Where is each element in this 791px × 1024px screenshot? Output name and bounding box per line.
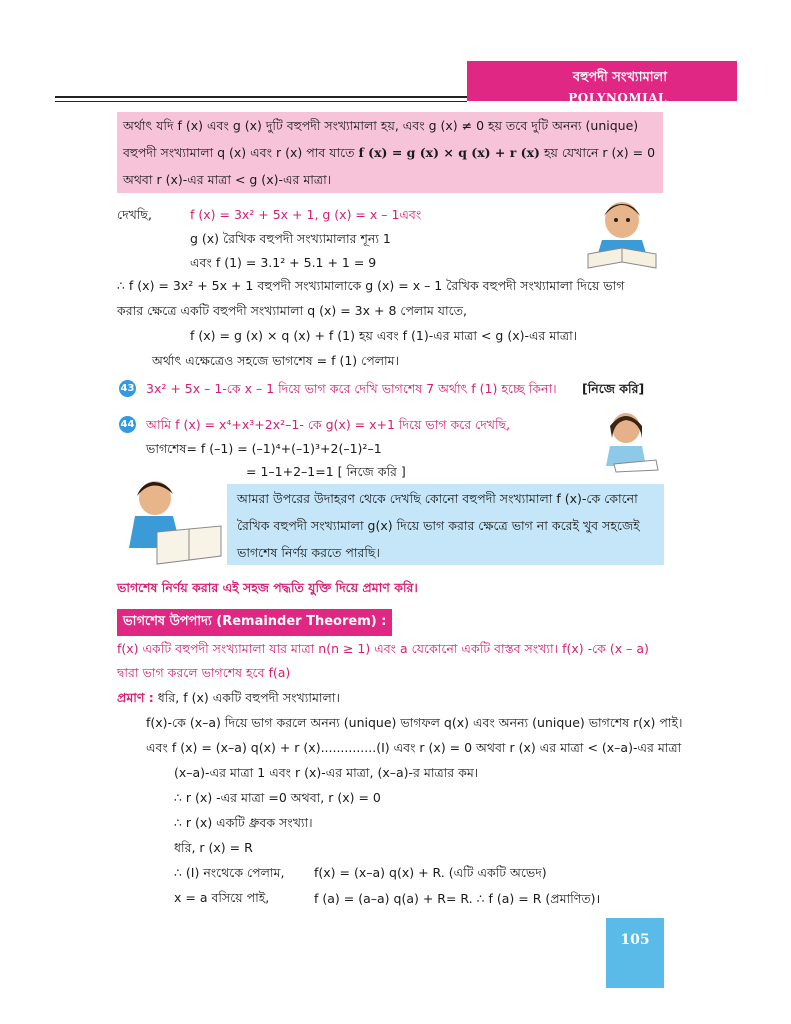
definition-box — [117, 112, 663, 193]
question-44-number: 44 — [119, 416, 136, 433]
definition-line-3: অথবা r (x)-এর মাত্রা < g (x)-এর মাত্রা। — [123, 172, 332, 187]
example-eq-4: f (x) = g (x) × q (x) + f (1) হয় এবং f (1)-এর মাত্রা < g (x)-এর মাত্রা। — [190, 328, 578, 343]
example-eq-3: এবং f (1) = 3.1² + 5.1 + 1 = 9 — [190, 255, 377, 270]
child-studying-illustration — [117, 476, 225, 566]
proof-line-6: ধরি, r (x) = R — [174, 840, 253, 855]
observation-box — [227, 484, 664, 565]
example-eq-2: g (x) রৈখিক বহুপদী সংখ্যামালার শূন্য 1 — [190, 231, 391, 246]
proof-first-line: প্রমাণ : ধরি, f (x) একটি বহুপদী সংখ্যামালা। — [117, 690, 340, 705]
proof-intro: ভাগশেষ নির্ণয় করার এই সহজ পদ্ধতি যুক্তি দিয়ে প্রমাণ করি। — [117, 580, 418, 595]
proof-line-7-lead: ∴ (I) নংথেকে পেলাম, — [174, 865, 285, 880]
question-43-text: 3x² + 5x – 1-কে x – 1 দিয়ে ভাগ করে দেখি ভাগশেষ 7 অর্থাৎ f (1) হচ্ছে কিনা। — [146, 381, 557, 396]
definition-line-1: অর্থাৎ যদি f (x) এবং g (x) দুটি বহুপদী সংখ্যামালা হয়, এবং g (x) ≠ 0 হয় তবে দুটি অনন্য (unique) — [123, 118, 639, 133]
theorem-statement-2: দ্বারা ভাগ করলে ভাগশেষ হবে f(a) — [117, 665, 291, 680]
page-number: 105 — [606, 918, 664, 988]
question-44-line-2: ভাগশেষ= f (–1) = (–1)⁴+(–1)³+2(–1)²–1 — [146, 441, 382, 456]
example-eq-1: f (x) = 3x² + 5x + 1, g (x) = x – 1এবং — [190, 207, 422, 222]
therefore-line-2: করার ক্ষেত্রে একটি বহুপদী সংখ্যামালা q (x) = 3x + 8 পেলাম যাতে, — [117, 303, 467, 318]
question-44-line-3: = 1–1+2–1=1 [ নিজে করি ] — [246, 464, 406, 479]
girl-writing-illustration — [596, 408, 662, 474]
example-conclusion: অর্থাৎ এক্ষেত্রেও সহজে ভাগশেষ = f (1) পেলাম। — [152, 353, 400, 368]
question-43-number: 43 — [119, 380, 136, 397]
remainder-theorem-label: ভাগশেষ উপপাদ্য (Remainder Theorem) : — [117, 609, 392, 636]
proof-line-8-eq: f (a) = (a–a) q(a) + R= R. ∴ f (a) = R (প্রমাণিত)। — [314, 891, 601, 906]
proof-line-4: ∴ r (x) -এর মাত্রা =0 অথবা, r (x) = 0 — [174, 790, 381, 805]
boy-reading-illustration — [582, 196, 662, 270]
header-rule-thick — [55, 96, 467, 98]
theorem-statement-1: f(x) একটি বহুপদী সংখ্যামালা যার মাত্রা n(n ≥ 1) এবং a যেকোনো একটি বাস্তব সংখ্যা। f(x) -কে (x – a) — [117, 641, 649, 656]
observation-line-1: আমরা উপরের উদাহরণ থেকে দেখছি কোনো বহুপদী সংখ্যামালা f (x)-কে কোনো — [237, 491, 638, 506]
division-identity: f (x) = g (x) × q (x) + r (x) — [358, 145, 540, 160]
proof-line-8-lead: x = a বসিয়ে পাই, — [174, 890, 270, 905]
proof-line-3: (x–a)-এর মাত্রা 1 এবং r (x)-এর মাত্রা, (x–a)-র মাত্রার কম। — [174, 765, 479, 780]
proof-line-2: এবং f (x) = (x–a) q(x) + r (x)..............(I) এবং r (x) = 0 অথবা r (x) এর মাত্রা < (x–a)-এর মাত্রা — [146, 740, 682, 755]
observation-line-2: রৈখিক বহুপদী সংখ্যামালা g(x) দিয়ে ভাগ করার ক্ষেত্রে ভাগ না করেই খুব সহজেই — [237, 518, 640, 533]
proof-label: প্রমাণ : — [117, 690, 154, 705]
question-44-text: আমি f (x) = x⁴+x³+2x²–1- কে g(x) = x+1 দিয়ে ভাগ করে দেখছি, — [146, 417, 511, 432]
definition-line-2: বহুপদী সংখ্যামালা q (x) এবং r (x) পাব যাতে f (x) = g (x) × q (x) + r (x) হয় যেখানে r (x) = 0 — [123, 145, 656, 160]
proof-line-7-eq: f(x) = (x–a) q(x) + R. (এটি একটি অভেদ) — [314, 865, 547, 880]
header-rule-thin — [55, 101, 467, 102]
proof-line-1: f(x)-কে (x–a) দিয়ে ভাগ করলে অনন্য (unique) ভাগফল q(x) এবং অনন্য (unique) ভাগশেষ r(x) পাই। — [146, 715, 683, 730]
proof-line-5: ∴ r (x) একটি ধ্রুবক সংখ্যা। — [174, 815, 313, 830]
example-label: দেখছি, — [117, 207, 152, 222]
chapter-header-tab — [467, 61, 737, 105]
question-43-tag: [নিজে করি] — [582, 381, 645, 396]
chapter-title-bengali: বহুপদী সংখ্যামালা — [572, 70, 667, 85]
observation-line-3: ভাগশেষ নির্ণয় করতে পারছি। — [237, 545, 380, 560]
therefore-line-1: ∴ f (x) = 3x² + 5x + 1 বহুপদী সংখ্যামালাকে g (x) = x – 1 রৈখিক বহুপদী সংখ্যামালা দিয়ে ভাগ — [117, 278, 625, 293]
chapter-title-english: POLYNOMIAL — [568, 91, 667, 105]
